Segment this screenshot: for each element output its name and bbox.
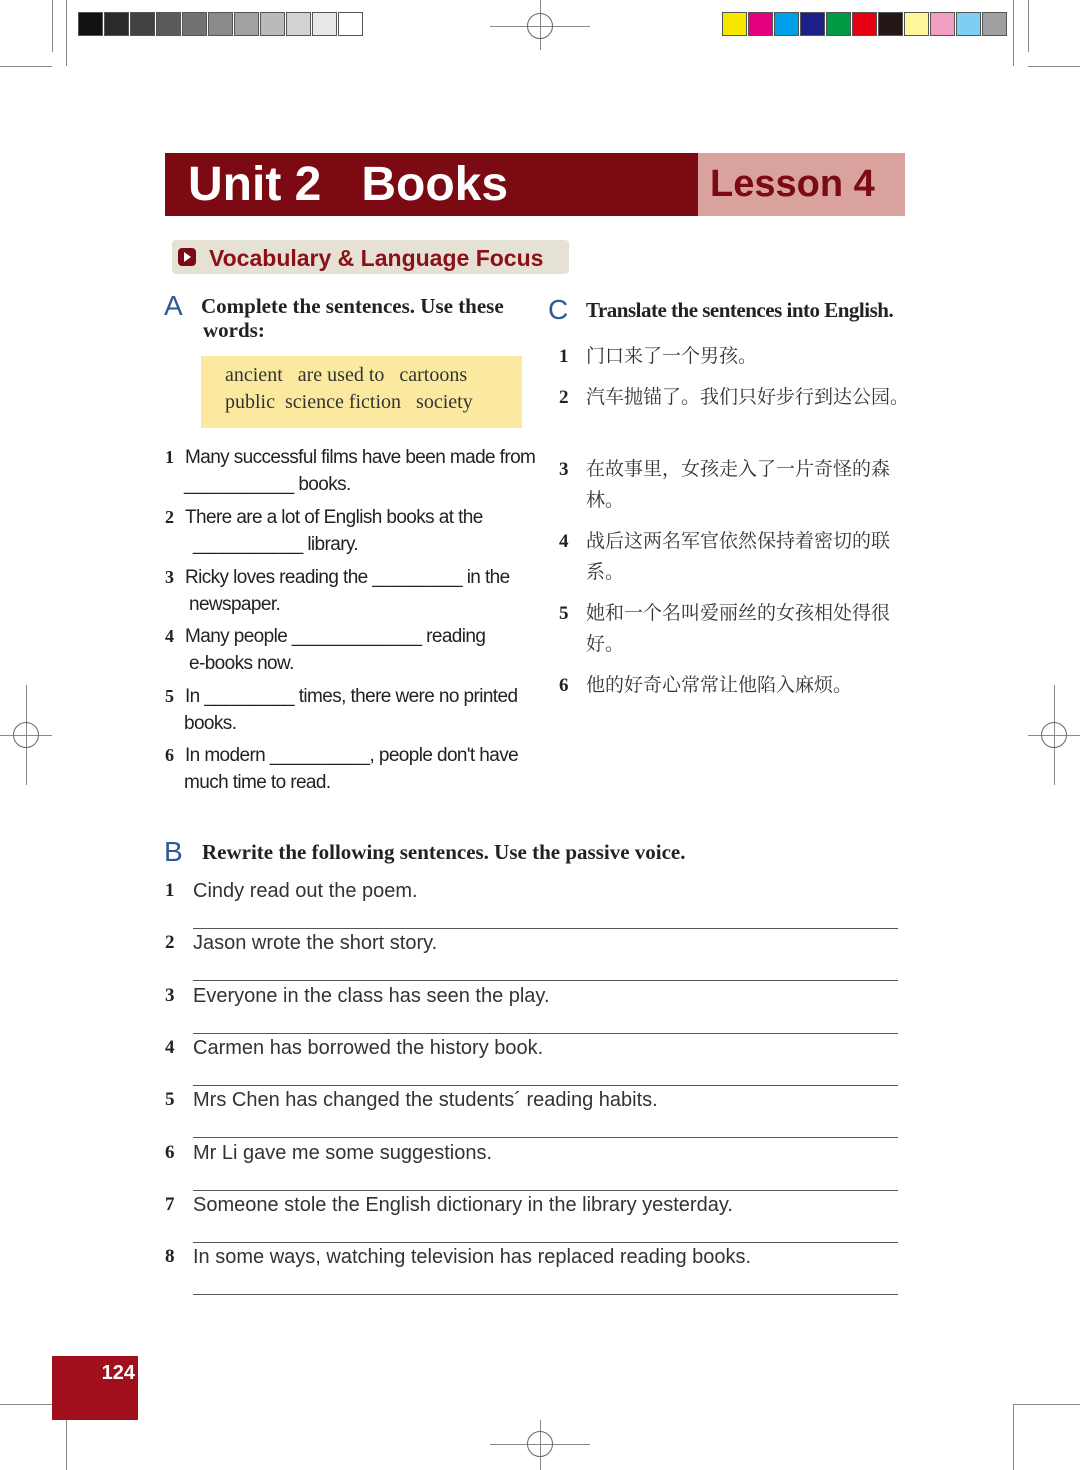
sentence-to-rewrite: Everyone in the class has seen the play. xyxy=(193,984,550,1007)
sentence-to-rewrite: In some ways, watching television has replaced reading books. xyxy=(193,1246,752,1269)
color-swatch xyxy=(78,12,103,36)
color-swatch xyxy=(826,12,851,36)
fill-in-sentence-continued: newspaper. xyxy=(189,594,281,615)
color-swatch xyxy=(156,12,181,36)
item-number: 2 xyxy=(559,387,569,408)
fill-in-sentence: In modern __________, people don't have xyxy=(185,745,519,766)
item-number: 1 xyxy=(559,346,569,367)
color-swatch xyxy=(286,12,311,36)
color-swatch xyxy=(982,12,1007,36)
crop-mark xyxy=(1013,1404,1080,1405)
answer-line[interactable] xyxy=(193,1033,898,1034)
item-number: 3 xyxy=(165,984,175,1006)
crop-mark xyxy=(1028,66,1080,67)
sentence-to-rewrite: Mrs Chen has changed the students´ reading habits. xyxy=(193,1089,658,1112)
color-swatch xyxy=(104,12,129,36)
fill-in-sentence-continued: e-books now. xyxy=(189,653,294,674)
crop-mark xyxy=(1013,0,1014,66)
item-number: 2 xyxy=(165,932,175,954)
fill-in-sentence-continued: ___________ library. xyxy=(193,534,359,555)
item-number: 6 xyxy=(165,1141,175,1163)
answer-line[interactable] xyxy=(193,980,898,981)
crop-mark xyxy=(52,0,53,52)
registration-mark xyxy=(1041,722,1067,748)
sentence-to-rewrite: Cindy read out the poem. xyxy=(193,880,418,902)
color-swatch xyxy=(774,12,799,36)
sentence-to-rewrite: Jason wrote the short story. xyxy=(193,932,438,955)
item-number: 7 xyxy=(165,1193,175,1215)
color-calibration-strip xyxy=(722,12,1008,38)
fill-in-sentence: Ricky loves reading the _________ in the xyxy=(185,567,510,588)
item-number: 4 xyxy=(165,626,174,646)
section-c-instruction: Translate the sentences into English. xyxy=(586,298,894,322)
item-number: 4 xyxy=(165,1036,175,1058)
fill-in-sentence: In _________ times, there were no printed xyxy=(185,686,518,707)
crop-mark xyxy=(1028,0,1029,52)
item-number: 4 xyxy=(559,531,569,552)
word-bank-row: ancient are used to cartoons xyxy=(225,364,468,386)
color-swatch xyxy=(878,12,903,36)
answer-line[interactable] xyxy=(193,1085,898,1086)
page-number: 124 xyxy=(52,1356,138,1420)
color-swatch xyxy=(956,12,981,36)
item-number: 5 xyxy=(559,603,569,624)
answer-line[interactable] xyxy=(193,1137,898,1138)
answer-line[interactable] xyxy=(193,928,898,929)
section-a-instruction: Complete the sentences. Use these words: xyxy=(201,294,504,342)
chinese-sentence: 她和一个名叫爱丽丝的女孩相处得很好。 xyxy=(586,602,891,655)
color-swatch xyxy=(722,12,747,36)
chinese-sentence: 门口来了一个男孩。 xyxy=(586,345,758,367)
section-banner xyxy=(172,240,569,274)
item-number: 8 xyxy=(165,1246,175,1268)
section-banner-label: Vocabulary & Language Focus xyxy=(209,245,544,271)
color-swatch xyxy=(338,12,363,36)
fill-in-sentence: Many people _____________ reading xyxy=(185,626,486,647)
unit-title: Unit 2 Books xyxy=(165,153,698,216)
item-number: 1 xyxy=(165,447,174,467)
crop-mark xyxy=(1013,1404,1014,1470)
crop-mark xyxy=(0,66,52,67)
item-number: 3 xyxy=(559,459,569,480)
fill-in-sentence: Many successful films have been made from xyxy=(185,447,536,468)
word-bank xyxy=(201,356,522,428)
color-swatch xyxy=(182,12,207,36)
fill-in-sentence-continued: books. xyxy=(184,713,237,734)
item-number: 6 xyxy=(165,745,174,765)
sentence-to-rewrite: Mr Li gave me some suggestions. xyxy=(193,1141,493,1164)
item-number: 1 xyxy=(165,880,175,901)
section-a-letter: A xyxy=(164,290,183,321)
chinese-sentence: 汽车抛锚了。我们只好步行到达公园。 xyxy=(586,386,910,408)
play-icon xyxy=(178,248,196,266)
item-number: 2 xyxy=(165,507,174,527)
chinese-sentence: 在故事里，女孩走入了一片奇怪的森林。 xyxy=(586,458,891,511)
color-swatch xyxy=(130,12,155,36)
fill-in-sentence-continued: much time to read. xyxy=(184,772,331,793)
item-number: 6 xyxy=(559,675,569,696)
fill-in-sentence-continued: ___________ books. xyxy=(184,474,351,495)
color-swatch xyxy=(852,12,877,36)
section-c-letter: C xyxy=(548,294,569,325)
sentence-to-rewrite: Someone stole the English dictionary in the library yesterday. xyxy=(193,1193,733,1216)
chinese-sentence: 战后这两名军官依然保持着密切的联系。 xyxy=(586,530,891,583)
color-swatch xyxy=(748,12,773,36)
crop-mark xyxy=(0,1404,52,1405)
color-swatch xyxy=(208,12,233,36)
item-number: 5 xyxy=(165,1089,175,1111)
answer-line[interactable] xyxy=(193,1190,898,1191)
color-swatch xyxy=(312,12,337,36)
answer-line[interactable] xyxy=(193,1242,898,1243)
registration-mark xyxy=(13,722,39,748)
registration-mark xyxy=(527,1431,553,1457)
fill-in-sentence: There are a lot of English books at the xyxy=(185,507,483,528)
color-swatch xyxy=(260,12,285,36)
sentence-to-rewrite: Carmen has borrowed the history book. xyxy=(193,1036,544,1059)
color-swatch xyxy=(800,12,825,36)
registration-mark xyxy=(527,13,553,39)
crop-mark xyxy=(66,0,67,66)
grayscale-calibration-strip xyxy=(78,12,364,38)
item-number: 3 xyxy=(165,567,174,587)
color-swatch xyxy=(234,12,259,36)
item-number: 5 xyxy=(165,686,174,706)
answer-line[interactable] xyxy=(193,1294,898,1295)
color-swatch xyxy=(904,12,929,36)
section-b-letter: B xyxy=(164,836,183,867)
color-swatch xyxy=(930,12,955,36)
lesson-title: Lesson 4 xyxy=(698,153,905,216)
word-bank-row: public science fiction society xyxy=(225,391,473,413)
chinese-sentence: 他的好奇心常常让他陷入麻烦。 xyxy=(586,674,853,696)
section-b-instruction: Rewrite the following sentences. Use the passive voice. xyxy=(202,840,686,864)
